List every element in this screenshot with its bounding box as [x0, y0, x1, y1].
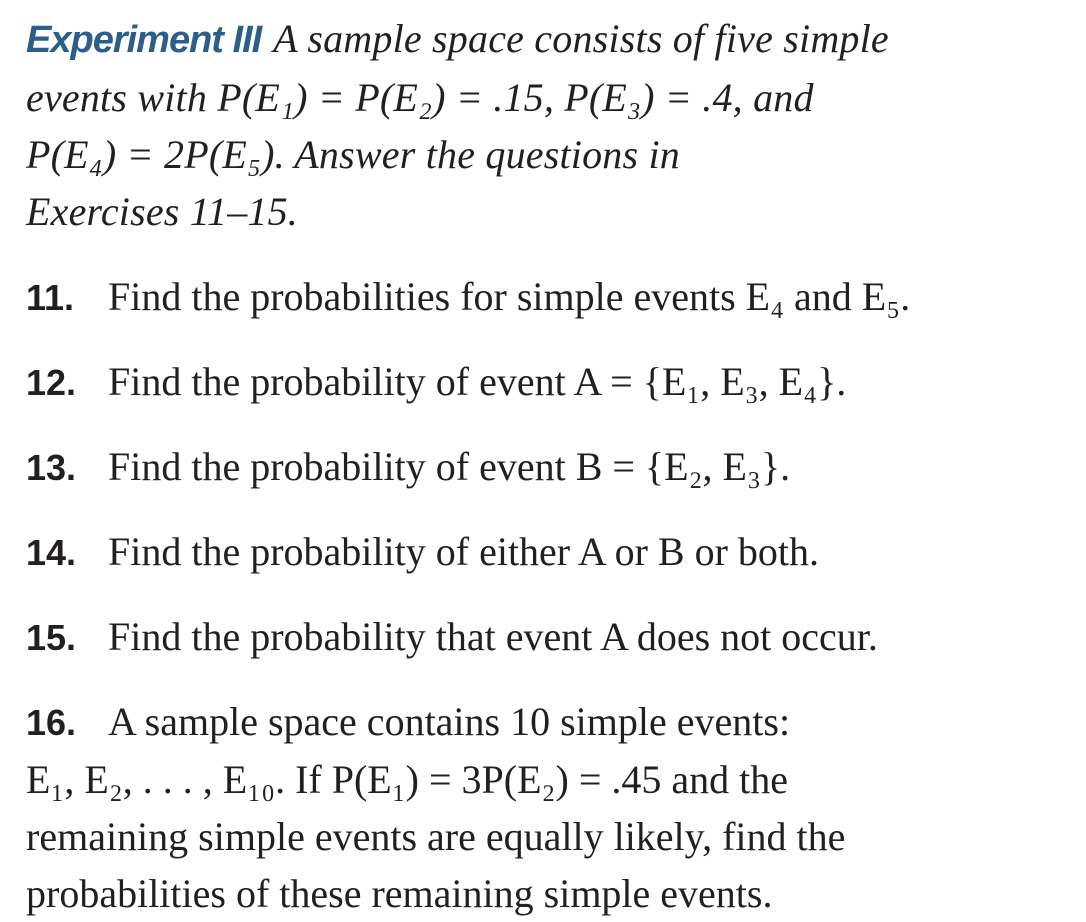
- intro-text: A sample space consists of five simple: [273, 16, 889, 61]
- exercise-text: Find the probabilities for simple events E₄ and E₅.: [108, 274, 911, 319]
- exercise-11: [26, 268, 1076, 326]
- intro-line-3: P(E₄) = 2P(E₅). Answer the questions in: [26, 132, 680, 177]
- exercise-15: [26, 608, 1076, 666]
- exercise-14: [26, 523, 1076, 581]
- exercise-text: A sample space contains 10 simple events:: [108, 699, 791, 744]
- experiment-heading: Experiment III: [26, 19, 262, 61]
- exercise-text-cont-3: probabilities of these remaining simple events.: [26, 871, 773, 916]
- exercise-number: 13.: [26, 447, 77, 488]
- exercise-12: [26, 353, 1076, 411]
- exercise-text-cont-2: remaining simple events are equally likely, find the: [26, 814, 846, 859]
- exercise-text: Find the probability of event A = {E₁, E₃, E₄}.: [108, 359, 847, 404]
- exercise-number: 12.: [26, 362, 77, 403]
- exercise-13: [26, 438, 1076, 496]
- exercise-text: Find the probability of either A or B or both.: [108, 529, 820, 574]
- intro-line-2: events with P(E₁) = P(E₂) = .15, P(E₃) = .4, and: [26, 75, 814, 120]
- exercise-number: 11.: [26, 277, 75, 318]
- exercise-text-cont-1: E₁, E₂, . . . , E₁₀. If P(E₁) = 3P(E₂) = .45 and the: [26, 757, 788, 802]
- exercise-number: 14.: [26, 532, 77, 573]
- exercise-text: Find the probability of event B = {E₂, E₃}.: [108, 444, 791, 489]
- textbook-page: [26, 10, 1076, 922]
- exercise-text: Find the probability that event A does not occur.: [108, 614, 878, 659]
- intro-line-4: Exercises 11–15.: [26, 189, 299, 234]
- exercise-number: 15.: [26, 617, 77, 658]
- intro-line-1: [26, 10, 1076, 69]
- exercise-16: [26, 693, 1076, 922]
- exercise-number: 16.: [26, 702, 77, 743]
- experiment-intro: [26, 10, 1076, 240]
